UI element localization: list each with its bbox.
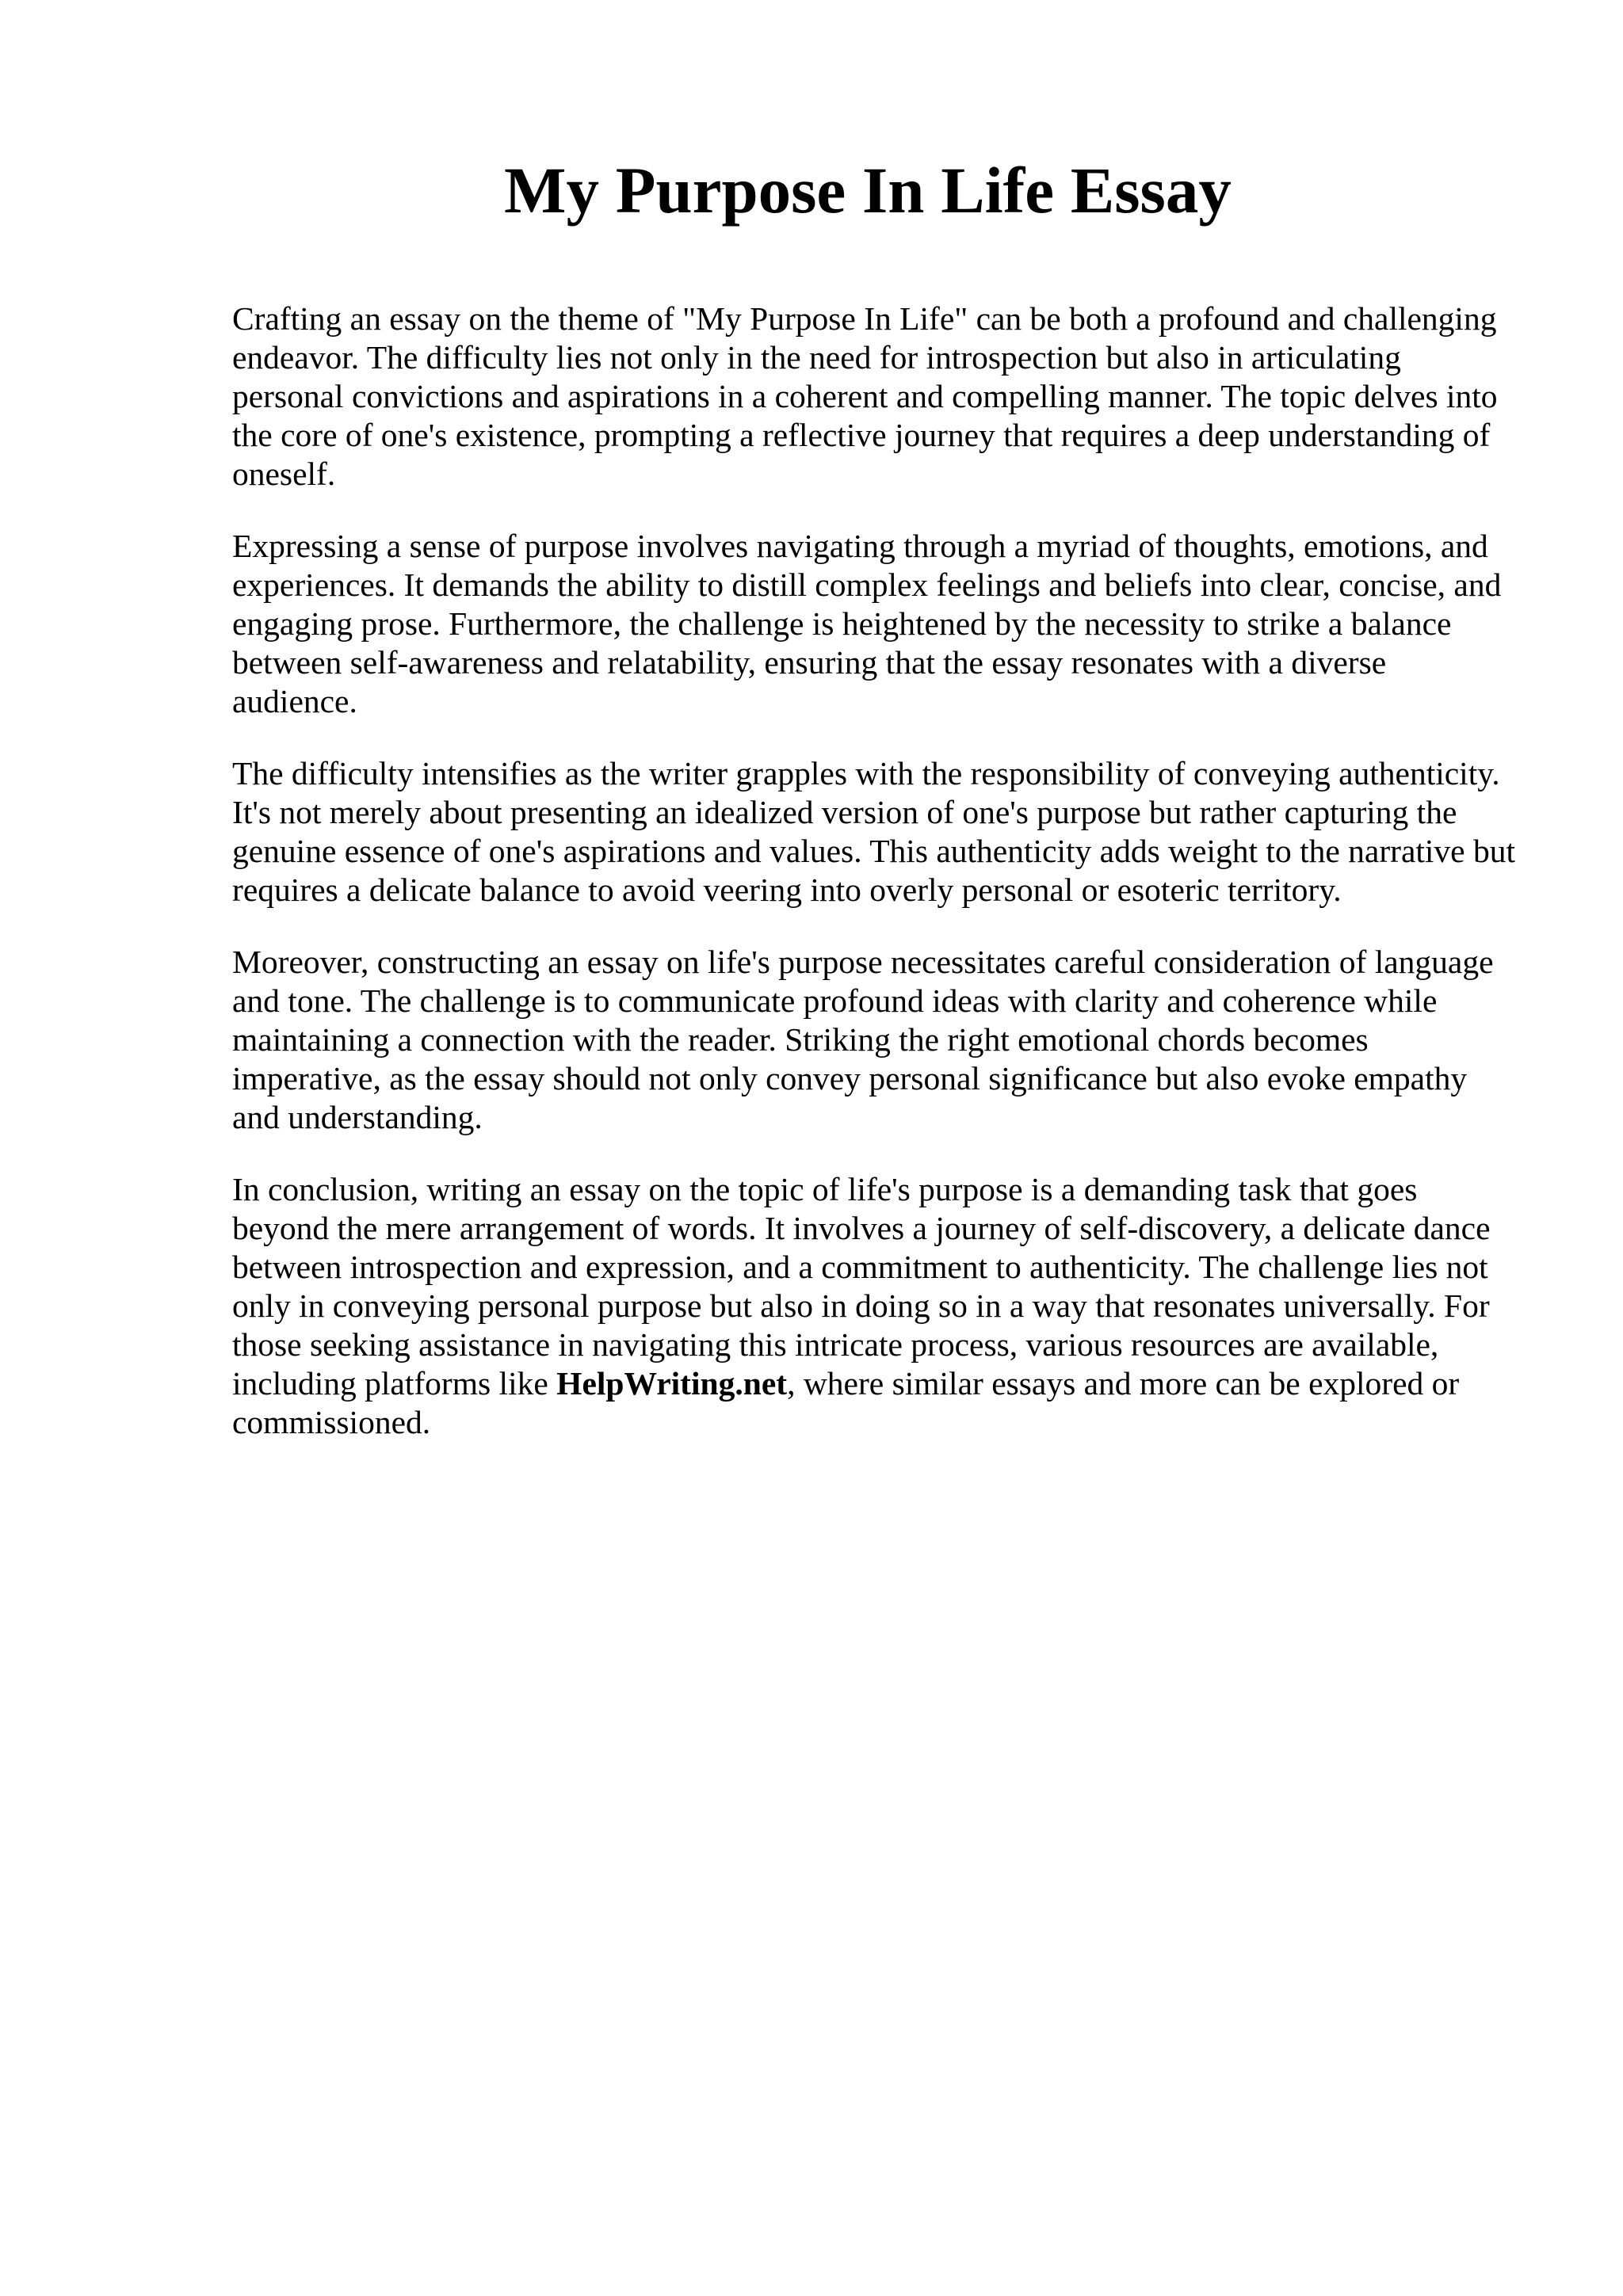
brand-link[interactable]: HelpWriting.net bbox=[556, 1365, 788, 1402]
paragraph-2: Expressing a sense of purpose involves navigating through a myriad of thoughts, emotions, and experiences. It demands the ability to distill complex feelings and beliefs into clear, concise, and engaging prose. Furthermore, the challenge is heightened by the necessity to strike a balance between self-awareness and relatability, ensuring that the essay resonates with a diverse audience. bbox=[232, 528, 1502, 719]
paragraph-3: The difficulty intensifies as the writer grapples with the responsibility of conveying authenticity. It's not merely about presenting an idealized version of one's purpose but rather capturing the genuine essence of one's aspirations and values. This authenticity adds weight to the narrative but requires a delicate balance to avoid veering into overly personal or esoteric territory. bbox=[232, 755, 1516, 908]
paragraph-conclusion bbox=[232, 1170, 1516, 1442]
paragraph-4: Moreover, constructing an essay on life's purpose necessitates careful consideration of language and tone. The challenge is to communicate profound ideas with clarity and coherence while maintaining a connection with the reader. Striking the right emotional chords becomes imperative, as the essay should not only convey personal significance but also evoke empathy and understanding. bbox=[232, 944, 1494, 1135]
conclusion-text-after: , where similar essays and more can be explored or commissioned. bbox=[232, 1365, 1460, 1440]
essay-title: My Purpose In Life Essay bbox=[504, 154, 1232, 227]
conclusion-text-before: In conclusion, writing an essay on the topic of life's purpose is a demanding task that goes beyond the mere arrangement of words. It involves a journey of self-discovery, a delicate dance between introspection and expression, and a commitment to authenticity. The challenge lies not only in conveying personal purpose but also in doing so in a way that resonates universally. For those seeking assistance in navigating this intricate process, various resources are available, including platforms like bbox=[232, 1171, 1491, 1402]
paragraph-1: Crafting an essay on the theme of "My Purpose In Life" can be both a profound and challenging endeavor. The difficulty lies not only in the need for introspection but also in articulating personal convictions and aspirations in a coherent and compelling manner. The topic delves into the core of one's existence, prompting a reflective journey that requires a deep understanding of oneself. bbox=[232, 300, 1498, 492]
essay-body bbox=[232, 299, 1516, 1475]
